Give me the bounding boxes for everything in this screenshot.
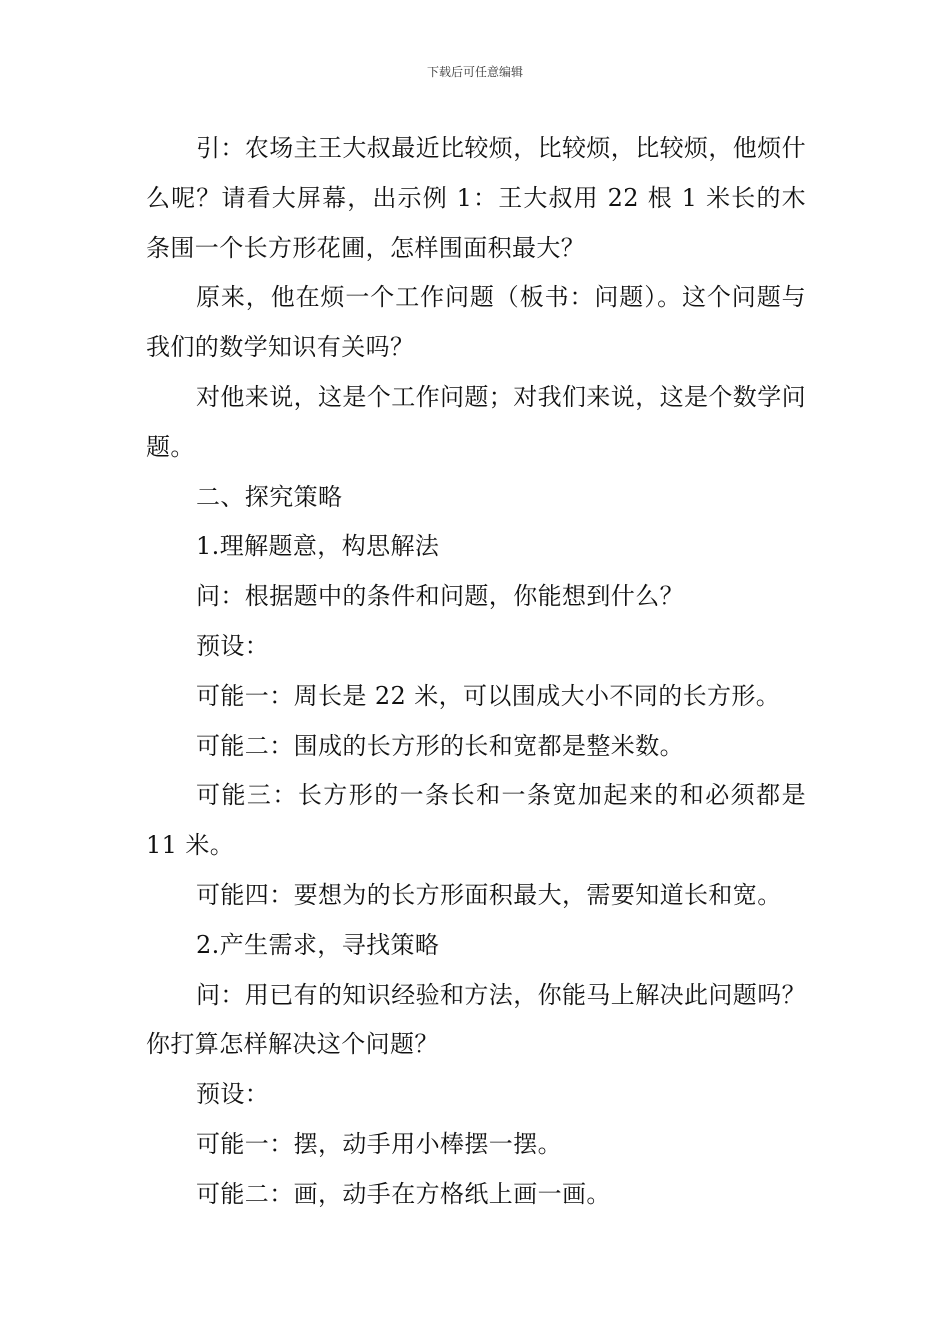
paragraph-problem: 原来，他在烦一个工作问题（板书：问题）。这个问题与我们的数学知识有关吗？ [146, 283, 806, 362]
paragraph-question: 问：用已有的知识经验和方法，你能马上解决此问题吗？你打算怎样解决这个问题？ [146, 980, 806, 1059]
paragraph-possibility-2: 可能二：画，动手在方格纸上画一画。 [196, 1179, 611, 1208]
page-header: 下载后可任意编辑 [426, 65, 523, 79]
paragraph-possibility-3: 可能三：长方形的一条长和一条宽加起来的和必须都是 11 米。 [146, 781, 806, 860]
document-body [146, 124, 806, 1220]
paragraph-question: 问：根据题中的条件和问题，你能想到什么？ [196, 582, 684, 611]
paragraph-intro: 引：农场主王大叔最近比较烦，比较烦，比较烦，他烦什么呢？请看大屏幕，出示例 1：王大叔用 22 根 1 米长的木条围一个长方形花圃，怎样围面积最大？ [146, 134, 806, 262]
subsection-heading: 2.产生需求，寻找策略 [196, 930, 440, 959]
subsection-heading: 1.理解题意，构思解法 [196, 532, 440, 561]
paragraph-possibility-1: 可能一：周长是 22 米，可以围成大小不同的长方形。 [196, 681, 781, 710]
paragraph-math-problem: 对他来说，这是个工作问题；对我们来说，这是个数学问题。 [146, 382, 806, 461]
paragraph-possibility-4: 可能四：要想为的长方形面积最大，需要知道长和宽。 [196, 880, 782, 909]
paragraph-preset-label: 预设： [196, 631, 270, 660]
paragraph-possibility-2: 可能二：围成的长方形的长和宽都是整米数。 [196, 731, 684, 760]
paragraph-preset-label: 预设： [196, 1080, 270, 1109]
section-heading: 二、探究策略 [196, 482, 343, 511]
paragraph-possibility-1: 可能一：摆，动手用小棒摆一摆。 [196, 1129, 562, 1158]
